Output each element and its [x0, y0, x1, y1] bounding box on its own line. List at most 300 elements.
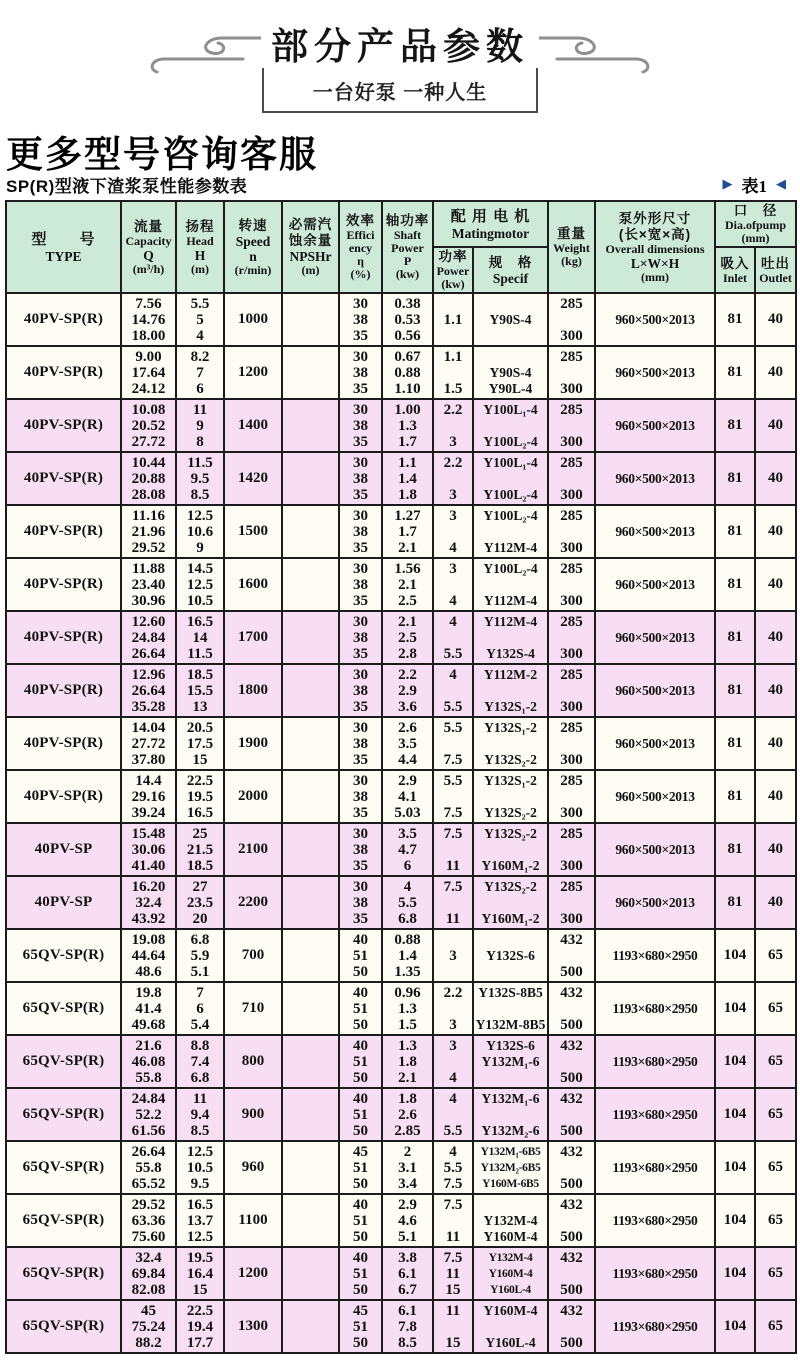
cell-inlet: 104: [715, 1088, 755, 1141]
pump-parameters-table: [5, 200, 797, 1354]
cell-line: 4: [403, 878, 412, 895]
cell-line: 7.5: [443, 804, 463, 821]
cell-line: 6.8: [190, 1069, 210, 1086]
cell-efficiency: [339, 505, 382, 558]
cell-line: 30.96: [131, 592, 166, 609]
cell-line: 3: [449, 1016, 457, 1033]
cell-line: 41.40: [131, 857, 166, 874]
cell-line: 51: [353, 1053, 368, 1070]
cell-motor-spec: [473, 823, 548, 876]
cell-motor-spec: [473, 399, 548, 452]
table-row: [6, 1035, 796, 1088]
cell-line: 11: [445, 1228, 461, 1245]
cell-shaft-power: [382, 1141, 433, 1194]
cell-line: 30: [353, 507, 368, 524]
cell-line: 35: [353, 751, 368, 768]
cell-motor-spec: [473, 770, 548, 823]
cell-line: 18.5: [186, 666, 214, 683]
cell-line: 75.60: [131, 1228, 166, 1245]
cell-efficiency: [339, 982, 382, 1035]
cell-line: [474, 895, 547, 911]
cell-line: [549, 312, 594, 328]
cell-line: 17.7: [186, 1334, 214, 1351]
cell-npshr: [282, 1300, 339, 1353]
cell-weight: [548, 1088, 595, 1141]
cell-line: 35: [353, 698, 368, 715]
cell-weight: [548, 823, 595, 876]
cell-head: [176, 876, 224, 929]
cell-weight: [548, 1194, 595, 1247]
cell-line: 2.2: [443, 454, 463, 471]
cell-line: 285: [560, 295, 583, 312]
col-header-dimensions: 泵外形尺寸 (长×宽×高) Overall dimensions L×W×H (mm): [595, 201, 715, 293]
cell-line: 285: [560, 454, 583, 471]
cell-line: 15: [192, 751, 208, 768]
cell-inlet: 81: [715, 399, 755, 452]
cell-outlet: 40: [755, 558, 796, 611]
cell-type: 40PV-SP(R): [6, 558, 121, 611]
cell-speed: 2100: [224, 823, 282, 876]
cell-type: 40PV-SP(R): [6, 452, 121, 505]
cell-line: 285: [560, 878, 583, 895]
cell-line: 11: [445, 910, 461, 927]
col-header-shaft-power: 轴功率 Shaft Power P (kw): [382, 201, 433, 293]
cell-line: [474, 471, 547, 487]
cell-line: 8.2: [190, 348, 210, 365]
cell-dimensions: 960×500×2013: [595, 717, 715, 770]
cell-line: 16.5: [186, 804, 214, 821]
col-header-motor-spec: 规 格 Specif: [473, 247, 548, 293]
table-row: [6, 1088, 796, 1141]
cell-line: 38: [353, 364, 368, 381]
cell-line: 10.5: [186, 592, 214, 609]
cell-line: 6: [403, 857, 412, 874]
cell-line: 3: [449, 486, 457, 503]
cell-line: [434, 524, 472, 540]
cell-line: Y112M-4: [483, 539, 538, 555]
cell-outlet: 65: [755, 1300, 796, 1353]
cell-line: Y160M-4: [483, 1302, 538, 1318]
cell-outlet: 65: [755, 1194, 796, 1247]
cell-inlet: 104: [715, 982, 755, 1035]
cell-line: Y132M₁-6: [481, 1053, 540, 1069]
cell-line: 19.5: [186, 788, 214, 805]
cell-line: 1.1: [398, 454, 417, 471]
cell-line: Y100L₂-4: [483, 560, 538, 576]
cell-line: Y132S₂-2: [484, 825, 537, 841]
cell-line: [434, 471, 472, 487]
cell-head: [176, 823, 224, 876]
cell-line: [434, 1054, 472, 1070]
cell-line: 30: [353, 719, 368, 736]
cell-motor-power: [433, 717, 473, 770]
cell-line: 2.9: [398, 772, 417, 789]
cell-motor-spec: [473, 611, 548, 664]
cell-line: 15: [192, 1281, 208, 1298]
cell-inlet: 81: [715, 770, 755, 823]
cell-motor-power: [433, 399, 473, 452]
cell-line: 27: [192, 878, 208, 895]
cell-weight: [548, 399, 595, 452]
cell-line: 7.5: [443, 1249, 463, 1266]
cell-npshr: [282, 770, 339, 823]
cell-line: 21.5: [186, 841, 214, 858]
cell-line: 3.5: [398, 825, 417, 842]
cell-line: 38: [353, 470, 368, 487]
cell-line: 500: [560, 1175, 583, 1192]
cell-line: 9: [196, 417, 204, 434]
cell-capacity: [121, 346, 176, 399]
cell-speed: 1100: [224, 1194, 282, 1247]
cell-line: 2.9: [398, 1196, 417, 1213]
table-row: [6, 823, 796, 876]
cell-line: 9: [196, 539, 204, 556]
cell-line: Y132S₂-2: [484, 751, 537, 767]
cell-line: 11: [445, 1302, 461, 1319]
cell-dimensions: 1193×680×2950: [595, 982, 715, 1035]
cell-line: 500: [560, 1228, 583, 1245]
cell-efficiency: [339, 1035, 382, 1088]
cell-type: 40PV-SP(R): [6, 664, 121, 717]
cell-line: 5.5: [398, 894, 417, 911]
cell-npshr: [282, 876, 339, 929]
cell-speed: 710: [224, 982, 282, 1035]
cell-capacity: [121, 611, 176, 664]
cell-line: 285: [560, 772, 583, 789]
cell-line: 14: [192, 629, 208, 646]
cell-line: 6: [196, 380, 204, 397]
cell-line: 4: [196, 327, 204, 344]
cell-line: 11.5: [187, 454, 213, 471]
cell-type: 40PV-SP(R): [6, 717, 121, 770]
cell-line: 41.4: [135, 1000, 162, 1017]
cell-line: Y132S₁-2: [484, 719, 537, 735]
cell-line: 7.56: [135, 295, 162, 312]
cell-line: 500: [560, 1281, 583, 1298]
cell-line: 12.5: [186, 1143, 214, 1160]
cell-npshr: [282, 558, 339, 611]
cell-line: 5: [196, 311, 204, 328]
cell-line: 6.1: [398, 1265, 417, 1282]
cell-line: 300: [560, 698, 583, 715]
cell-weight: [548, 664, 595, 717]
cell-inlet: 104: [715, 1035, 755, 1088]
cell-line: Y132S-6: [486, 947, 535, 963]
col-header-diameter: 口 径 Dia.ofpump (mm): [715, 201, 796, 247]
cell-shaft-power: [382, 929, 433, 982]
cell-shaft-power: [382, 823, 433, 876]
cell-head: [176, 770, 224, 823]
cell-type: 40PV-SP(R): [6, 346, 121, 399]
cell-dimensions: 960×500×2013: [595, 346, 715, 399]
cell-capacity: [121, 1300, 176, 1353]
cell-line: 2.6: [398, 719, 417, 736]
cell-weight: [548, 1035, 595, 1088]
cell-motor-spec: [473, 982, 548, 1035]
cell-line: 55.8: [135, 1159, 162, 1176]
cell-line: 4: [449, 1143, 457, 1160]
cell-line: 16.5: [186, 1196, 214, 1213]
cell-line: 432: [560, 931, 583, 948]
cell-line: 25: [192, 825, 208, 842]
cell-line: [474, 1001, 547, 1017]
cell-line: 4: [449, 613, 457, 630]
cell-line: 285: [560, 560, 583, 577]
cell-weight: [548, 717, 595, 770]
cell-line: 11.16: [132, 507, 165, 524]
cell-line: 38: [353, 417, 368, 434]
cell-line: 0.88: [394, 364, 421, 381]
cell-line: Y160M-4: [488, 1267, 533, 1280]
cell-shaft-power: [382, 611, 433, 664]
cell-line: 432: [560, 1249, 583, 1266]
cell-line: Y160M₁-2: [481, 910, 540, 926]
cell-weight: [548, 982, 595, 1035]
cell-line: 40: [353, 931, 368, 948]
cell-type: 65QV-SP(R): [6, 982, 121, 1035]
cell-outlet: 40: [755, 876, 796, 929]
cell-line: 4.6: [398, 1212, 417, 1229]
cell-inlet: 81: [715, 558, 755, 611]
cell-weight: [548, 346, 595, 399]
cell-line: Y160L-4: [485, 1334, 536, 1350]
cell-line: 285: [560, 825, 583, 842]
cell-head: [176, 346, 224, 399]
cell-line: 30: [353, 348, 368, 365]
cell-line: 24.84: [131, 629, 166, 646]
cell-head: [176, 1247, 224, 1300]
cell-shaft-power: [382, 452, 433, 505]
cell-motor-power: [433, 770, 473, 823]
cell-outlet: 40: [755, 823, 796, 876]
cell-line: 2.1: [398, 1069, 417, 1086]
cell-line: [474, 964, 547, 980]
cell-line: 35: [353, 910, 368, 927]
cell-shaft-power: [382, 1300, 433, 1353]
cell-type: 40PV-SP(R): [6, 505, 121, 558]
cell-npshr: [282, 1247, 339, 1300]
col-header-speed: 转速 Speed n (r/min): [224, 201, 282, 293]
table-row: [6, 399, 796, 452]
cell-line: 11: [445, 1265, 461, 1282]
cell-line: 35: [353, 380, 368, 397]
banner-title: 部分产品参数: [0, 16, 800, 70]
cell-line: 7.5: [443, 751, 463, 768]
cell-type: 40PV-SP: [6, 823, 121, 876]
cell-line: 4: [449, 539, 457, 556]
cell-line: 50: [353, 1175, 368, 1192]
cell-shaft-power: [382, 1088, 433, 1141]
cell-speed: 1200: [224, 346, 282, 399]
cell-speed: 1900: [224, 717, 282, 770]
cell-npshr: [282, 1035, 339, 1088]
cell-head: [176, 664, 224, 717]
cell-line: 4.4: [398, 751, 417, 768]
cell-outlet: 40: [755, 346, 796, 399]
cell-capacity: [121, 1141, 176, 1194]
cell-line: Y100L₁-4: [483, 454, 538, 470]
cell-line: [474, 296, 547, 312]
cell-line: 51: [353, 1000, 368, 1017]
table-row: [6, 982, 796, 1035]
cell-line: 29.52: [131, 1196, 166, 1213]
banner: [0, 0, 800, 122]
cell-speed: 900: [224, 1088, 282, 1141]
cell-line: 45: [353, 1302, 368, 1319]
cell-line: 3: [449, 560, 457, 577]
cell-line: 300: [560, 910, 583, 927]
cell-line: 16.5: [186, 613, 214, 630]
cell-line: 5.4: [190, 1016, 210, 1033]
cell-shaft-power: [382, 982, 433, 1035]
cell-efficiency: [339, 1088, 382, 1141]
cell-line: 285: [560, 613, 583, 630]
cell-line: 51: [353, 1106, 368, 1123]
cell-shaft-power: [382, 293, 433, 346]
cell-line: 3.6: [398, 698, 417, 715]
col-header-weight: 重量 Weight (kg): [548, 201, 595, 293]
cell-line: [474, 736, 547, 752]
cell-line: Y90L-4: [488, 380, 533, 396]
cell-line: 13.7: [186, 1212, 214, 1229]
cell-motor-power: [433, 982, 473, 1035]
cell-inlet: 81: [715, 823, 755, 876]
cell-line: 300: [560, 327, 583, 344]
cell-line: 500: [560, 1334, 583, 1351]
cell-head: [176, 982, 224, 1035]
cell-line: 22.5: [186, 772, 214, 789]
cell-npshr: [282, 664, 339, 717]
cell-line: 11.5: [187, 645, 213, 662]
cell-line: Y132M₁-6: [481, 1090, 540, 1106]
cell-weight: [548, 505, 595, 558]
cell-line: 28.08: [131, 486, 166, 503]
cell-line: Y160M-6B5: [482, 1177, 539, 1190]
cell-line: [434, 1213, 472, 1229]
cell-line: 285: [560, 719, 583, 736]
cell-line: [474, 683, 547, 699]
cell-outlet: 40: [755, 505, 796, 558]
cell-line: 8.5: [190, 1122, 210, 1139]
cell-line: 19.4: [186, 1318, 214, 1335]
cell-efficiency: [339, 1141, 382, 1194]
cell-line: 7.5: [443, 1196, 463, 1213]
cell-dimensions: 1193×680×2950: [595, 1088, 715, 1141]
cell-line: 1.4: [398, 470, 417, 487]
cell-line: 38: [353, 788, 368, 805]
cell-line: 5.5: [443, 645, 463, 662]
cell-motor-power: [433, 558, 473, 611]
cell-efficiency: [339, 558, 382, 611]
cell-line: 38: [353, 735, 368, 752]
cell-line: 4.1: [398, 788, 417, 805]
cell-head: [176, 505, 224, 558]
cell-dimensions: 1193×680×2950: [595, 1141, 715, 1194]
cell-line: 300: [560, 486, 583, 503]
cell-line: 1.4: [398, 947, 417, 964]
cell-line: 5.1: [398, 1228, 417, 1245]
cell-line: 9.00: [135, 348, 162, 365]
cell-line: 432: [560, 1196, 583, 1213]
cell-line: 40: [353, 1090, 368, 1107]
cell-line: 2.85: [394, 1122, 421, 1139]
cell-motor-spec: [473, 1194, 548, 1247]
cell-weight: [548, 1247, 595, 1300]
cell-line: 35: [353, 804, 368, 821]
cell-efficiency: [339, 452, 382, 505]
cell-line: 35: [353, 539, 368, 556]
cell-capacity: [121, 664, 176, 717]
cell-line: [549, 1001, 594, 1017]
cell-line: 50: [353, 1228, 368, 1245]
cell-efficiency: [339, 611, 382, 664]
cell-line: 2.1: [398, 613, 417, 630]
cell-line: 32.4: [135, 894, 162, 911]
cell-line: 1.1: [443, 311, 463, 328]
cell-npshr: [282, 293, 339, 346]
cell-motor-spec: [473, 929, 548, 982]
cell-weight: [548, 1300, 595, 1353]
cell-capacity: [121, 1088, 176, 1141]
cell-line: [434, 683, 472, 699]
cell-line: 30: [353, 401, 368, 418]
cell-line: [434, 630, 472, 646]
cell-line: 500: [560, 1069, 583, 1086]
cell-line: 29.52: [131, 539, 166, 556]
cell-shaft-power: [382, 1035, 433, 1088]
cell-capacity: [121, 1194, 176, 1247]
cell-line: 12.5: [186, 507, 214, 524]
cell-line: 300: [560, 857, 583, 874]
cell-speed: 1000: [224, 293, 282, 346]
cell-line: 14.5: [186, 560, 214, 577]
cell-line: 2.9: [398, 682, 417, 699]
table-row: [6, 717, 796, 770]
table-row: [6, 876, 796, 929]
table-row: [6, 346, 796, 399]
cell-line: 45: [141, 1302, 156, 1319]
cell-line: 0.96: [394, 984, 421, 1001]
cell-line: 6.8: [190, 931, 210, 948]
cell-line: 8.5: [190, 486, 210, 503]
cell-line: 7.8: [398, 1318, 417, 1335]
cell-line: 38: [353, 629, 368, 646]
cell-line: Y132S₁-2: [484, 698, 537, 714]
cell-line: 7.5: [443, 1175, 463, 1192]
cell-line: 2.2: [443, 984, 463, 1001]
cell-line: 0.38: [394, 295, 421, 312]
cell-line: 285: [560, 401, 583, 418]
cell-dimensions: 960×500×2013: [595, 505, 715, 558]
cell-weight: [548, 452, 595, 505]
table-title-row: [6, 172, 794, 196]
cell-line: 7.4: [190, 1053, 210, 1070]
cell-line: 40: [353, 1249, 368, 1266]
col-header-head: 扬程 Head H (m): [176, 201, 224, 293]
cell-line: 26.64: [131, 682, 166, 699]
cell-line: 37.80: [131, 751, 166, 768]
table-row: [6, 929, 796, 982]
cell-type: 65QV-SP(R): [6, 1194, 121, 1247]
cell-head: [176, 1300, 224, 1353]
cell-capacity: [121, 1247, 176, 1300]
cell-head: [176, 929, 224, 982]
cell-weight: [548, 293, 595, 346]
cell-line: 17.64: [131, 364, 166, 381]
cell-line: [549, 736, 594, 752]
cell-line: 19.08: [131, 931, 166, 948]
cell-dimensions: 960×500×2013: [595, 399, 715, 452]
